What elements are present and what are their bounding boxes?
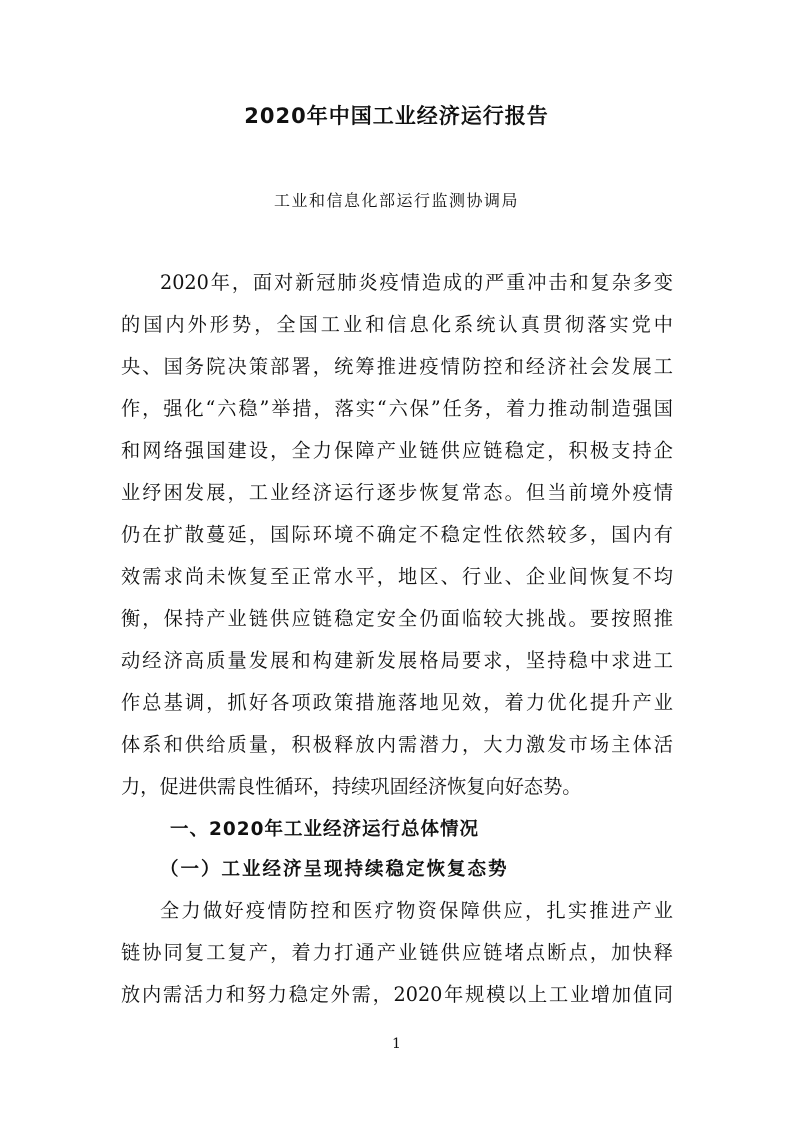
page-number: 1 <box>392 1036 401 1052</box>
paragraph-1-line: 动经济高质量发展和构建新发展格局要求，坚持稳中求进工 <box>121 649 673 672</box>
paragraph-2-line: 链协同复工复产，着力打通产业链供应链堵点断点，加快释 <box>121 941 673 964</box>
paragraph-1-line: 央、国务院决策部署，统筹推进疫情防控和经济社会发展工 <box>121 355 673 378</box>
paragraph-1-line: 和网络强国建设，全力保障产业链供应链稳定，积极支持企 <box>121 439 673 462</box>
paragraph-1-line: 体系和供给质量，积极释放内需潜力，大力激发市场主体活 <box>121 733 673 756</box>
issuing-department: 工业和信息化部运行监测协调局 <box>273 191 519 210</box>
subsection-heading: （一）工业经济呈现持续稳定恢复态势 <box>160 859 509 880</box>
paragraph-1-line: 衡，保持产业链供应链稳定安全仍面临较大挑战。要按照推 <box>121 607 673 630</box>
report-title: 2020年中国工业经济运行报告 <box>244 104 549 128</box>
paragraph-1-line: 力，促进供需良性循环，持续巩固经济恢复向好态势。 <box>121 775 582 798</box>
paragraph-1-line: 业纾困发展，工业经济运行逐步恢复常态。但当前境外疫情 <box>121 481 673 504</box>
paragraph-1-line: 作，强化“六稳”举措，落实“六保”任务，着力推动制造强国 <box>121 397 673 420</box>
paragraph-1-line: 的国内外形势，全国工业和信息化系统认真贯彻落实党中 <box>121 313 673 336</box>
paragraph-1-line: 效需求尚未恢复至正常水平，地区、行业、企业间恢复不均 <box>121 565 673 588</box>
section-heading: 一、2020年工业经济运行总体情况 <box>170 819 479 840</box>
paragraph-2-line: 放内需活力和努力稳定外需，2020年规模以上工业增加值同 <box>121 983 673 1006</box>
paragraph-1-line: 2020年，面对新冠肺炎疫情造成的严重冲击和复杂多变 <box>160 271 673 294</box>
paragraph-1-line: 仍在扩散蔓延，国际环境不确定不稳定性依然较多，国内有 <box>121 523 673 546</box>
paragraph-2-line: 全力做好疫情防控和医疗物资保障供应，扎实推进产业 <box>160 899 673 922</box>
paragraph-1-line: 作总基调，抓好各项政策措施落地见效，着力优化提升产业 <box>121 691 673 714</box>
